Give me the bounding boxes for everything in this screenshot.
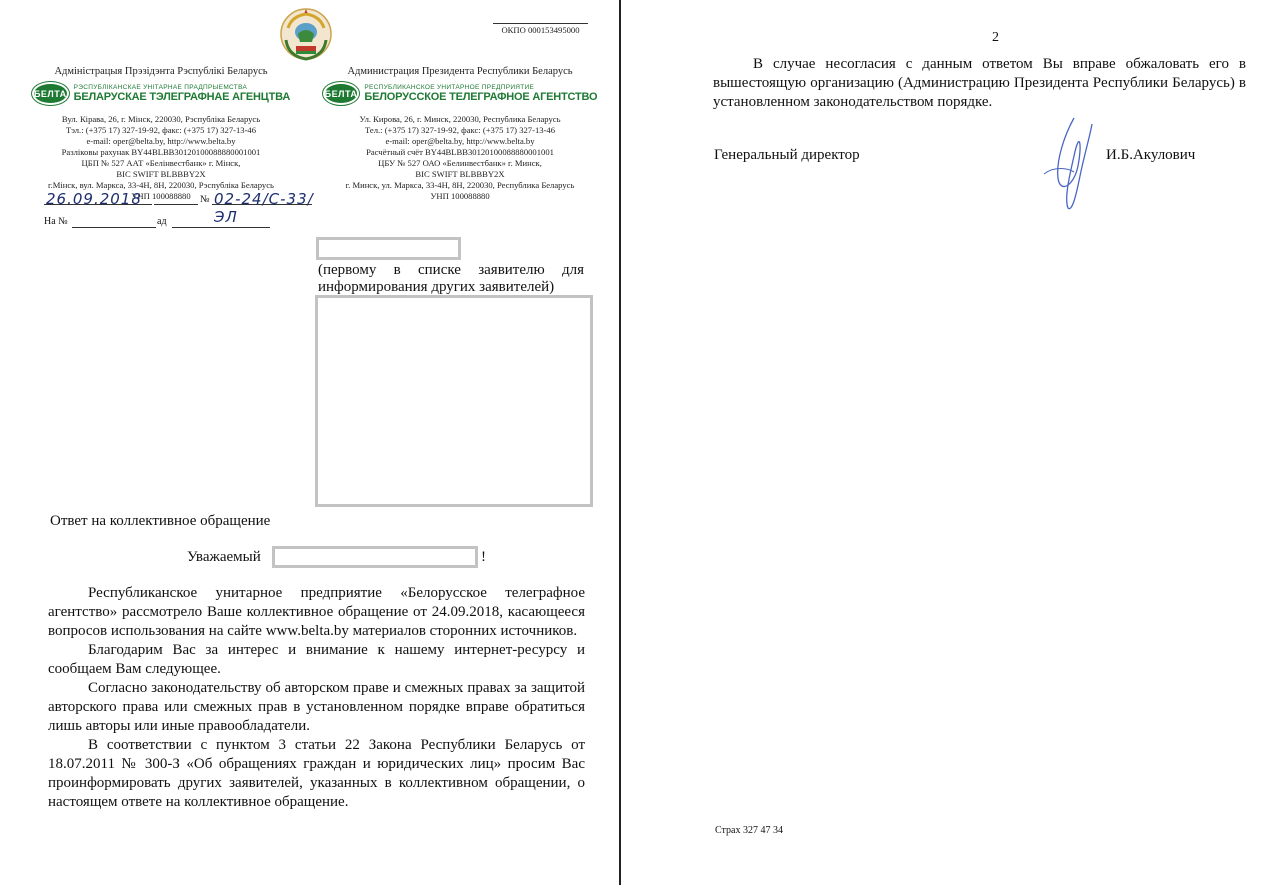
- okpo-code: ОКПО 000153495000: [493, 23, 588, 36]
- letter-body: [48, 584, 585, 812]
- requisite-line: ЦБП № 527 ААТ «Белінвестбанк» г. Мінск,: [81, 158, 241, 168]
- requisite-line: г. Минск, ул. Маркса, 33-4Н, 8Н, 220030, Республика Беларусь: [345, 180, 575, 190]
- requisite-line: Тэл.: (+375 17) 327-19-92, факс: (+375 17) 327-13-46: [65, 125, 257, 135]
- appeal-paragraph: [713, 55, 1246, 112]
- requisite-line: BIC SWIFT BLBBBY2X: [415, 169, 505, 179]
- signature: [1034, 116, 1104, 212]
- date-handwritten: 26.09.2018: [46, 190, 142, 208]
- brand-main-be: БЕЛАРУСКАЕ ТЭЛЕГРАФНАЕ АГЕНЦТВА: [73, 91, 291, 103]
- requisite-line: Разліковы рахунак BY44BLBB30120100088880001001: [61, 147, 261, 157]
- letter-page-1: [0, 0, 612, 885]
- body-paragraph: В соответствии с пунктом 3 статьи 22 Закона Республики Беларусь от 18.07.2011 № 300-З «Об обращениях граждан и юридических лиц» просим Вас проинформировать других заявителей, указанных в коллективном обращении, о настоящем ответе на коллективное обращение.: [48, 737, 585, 810]
- number-handwritten: 02-24/С-33/ЭЛ: [214, 190, 314, 226]
- header-russian: [324, 66, 598, 202]
- org-title-be: Адміністрацыя Прэзідэнта Рэспублікі Беларусь: [54, 66, 268, 77]
- requisite-line: УНП 100088880: [131, 191, 191, 201]
- greeting: Уважаемый: [187, 549, 261, 565]
- header-belarusian: [33, 66, 291, 202]
- brand-sub-ru: РЕСПУБЛИКАНСКОЕ УНИТАРНОЕ ПРЕДПРИЯТИЕ: [364, 84, 535, 91]
- requisites-ru: [335, 114, 585, 202]
- requisite-line: Вул. Кірава, 26, г. Мінск, 220030, Рэспубліка Беларусь: [61, 114, 261, 124]
- requisites-be: [36, 114, 286, 202]
- belta-brand-ru: [324, 82, 598, 105]
- requisite-line: BIC SWIFT BLBBBY2X: [116, 169, 206, 179]
- brand-sub-be: РЭСПУБЛІКАНСКАЕ УНІТАРНАЕ ПРАДПРЫЕМСТВА: [73, 84, 248, 91]
- belta-logo-icon: БЕЛТА: [32, 82, 69, 105]
- page-number: 2: [992, 30, 999, 45]
- requisite-line: ЦБУ № 527 ОАО «Белинвестбанк» г. Минск,: [378, 158, 542, 168]
- belta-logo-icon: БЕЛТА: [323, 82, 360, 105]
- footer-executor: Страх 327 47 34: [715, 825, 783, 836]
- belta-brand-be: [33, 82, 291, 105]
- letter-page-2: [622, 0, 1280, 885]
- redacted-addressee-block: [315, 295, 593, 507]
- addressee-note: (первому в списке заявителю для информирования других заявителей): [318, 262, 584, 295]
- body-paragraph: Благодарим Вас за интерес и внимание к нашему интернет-ресурсу и сообщаем Вам следующее.: [48, 642, 585, 677]
- redacted-greeting-name: [272, 546, 478, 568]
- coat-of-arms-emblem: [278, 6, 334, 62]
- body-paragraph: В случае несогласия с данным ответом Вы вправе обжаловать его в вышестоящую организацию (Администрацию Президента Республики Беларусь) в установленном законодательством порядке.: [713, 56, 1246, 110]
- greeting-end: !: [481, 549, 486, 565]
- requisite-line: г.Мінск, вул. Маркса, 33-4Н, 8Н, 220030, Рэспубліка Беларусь: [48, 180, 274, 190]
- body-paragraph: Республиканское унитарное предприятие «Белорусское телеграфное агентство» рассмотрело Ваше коллективное обращение от 24.09.2018, касающееся вопросов использования на сайте www.belta.by материалов сторонних источников.: [48, 585, 585, 639]
- page-divider: [619, 0, 621, 885]
- body-paragraph: Согласно законодательству об авторском праве и смежных правах за защитой авторского права или смежных прав в установленном порядке вправе обратиться лишь авторы или иные правообладатели.: [48, 680, 585, 734]
- letter-subject: Ответ на коллективное обращение: [50, 513, 271, 529]
- signer-title: Генеральный директор: [714, 147, 860, 163]
- na-label: На №: [44, 216, 68, 227]
- requisite-line: Тел.: (+375 17) 327-19-92, факс: (+375 17) 327-13-46: [364, 125, 555, 135]
- org-title-ru: Администрация Президента Республики Беларусь: [347, 66, 573, 77]
- requisite-line: Расчётный счёт BY44BLBB30120100088880001001: [366, 147, 554, 157]
- redacted-addressee-name: [316, 237, 461, 260]
- signer-name: И.Б.Акулович: [1106, 147, 1196, 163]
- brand-main-ru: БЕЛОРУССКОЕ ТЕЛЕГРАФНОЕ АГЕНТСТВО: [364, 91, 598, 103]
- reference-line: [44, 216, 274, 227]
- requisite-line: УНП 100088880: [430, 191, 490, 201]
- number-symbol: №: [200, 194, 210, 205]
- ad-label: ад: [157, 216, 167, 227]
- requisite-line: e-mail: oper@belta.by, http://www.belta.by: [385, 136, 535, 146]
- requisite-line: e-mail: oper@belta.by, http://www.belta.by: [86, 136, 236, 146]
- requisite-line: Ул. Кирова, 26, г. Минск, 220030, Республика Беларусь: [359, 114, 561, 124]
